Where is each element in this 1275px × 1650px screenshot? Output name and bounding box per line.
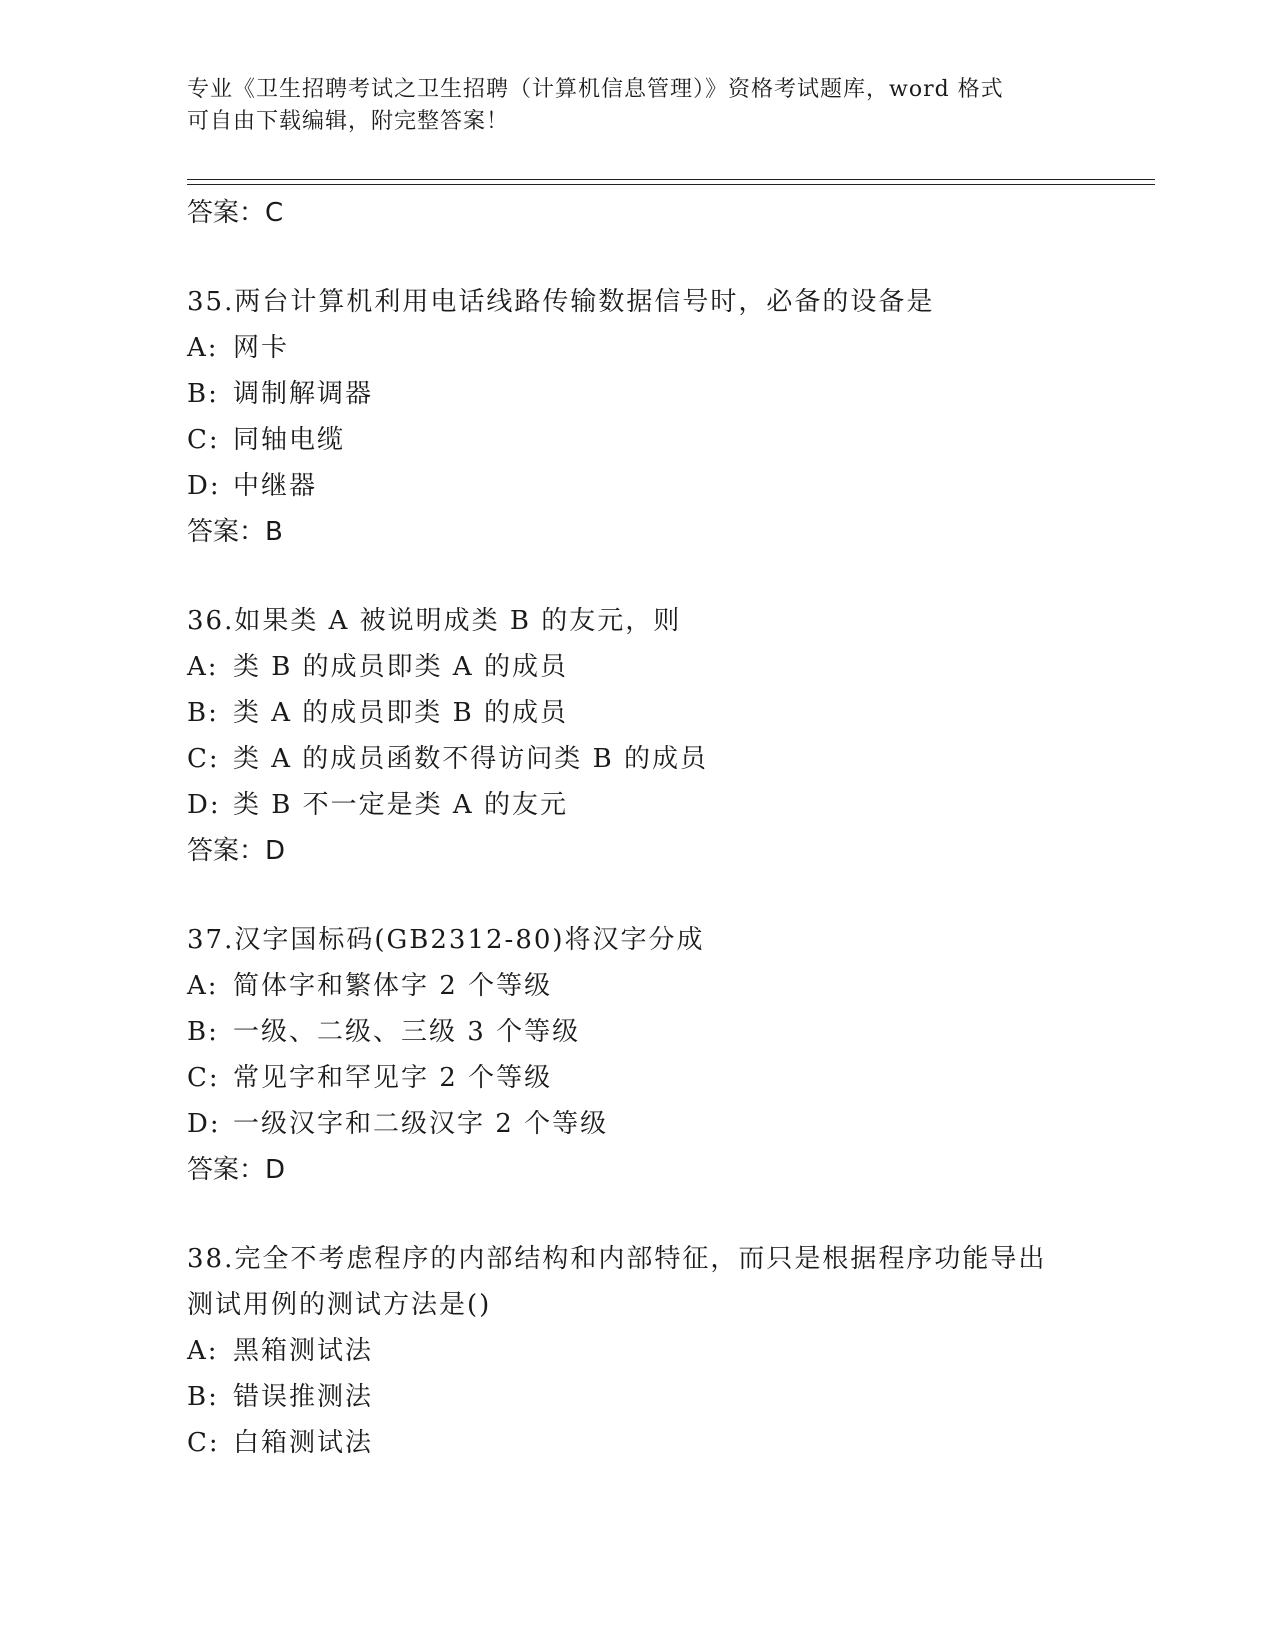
question-text: 36.如果类 A 被说明成类 B 的友元，则	[187, 606, 682, 636]
option-c	[187, 1420, 1147, 1466]
option-letter: B:	[187, 1382, 219, 1412]
option-b	[187, 1009, 1147, 1055]
option-a	[187, 963, 1147, 1009]
option-letter: A:	[187, 971, 219, 1001]
option-letter: C:	[187, 1428, 220, 1458]
option-a	[187, 644, 1147, 690]
option-text: 一级汉字和二级汉字 2 个等级	[233, 1109, 609, 1139]
question-list	[187, 190, 1147, 1466]
option-letter: A:	[187, 652, 219, 682]
question-37	[187, 917, 1147, 1193]
option-text: 常见字和罕见字 2 个等级	[233, 1063, 553, 1093]
option-b	[187, 690, 1147, 736]
option-text: 错误推测法	[233, 1382, 374, 1412]
option-letter: D:	[187, 790, 221, 820]
question-35	[187, 279, 1147, 555]
question-text: 35.两台计算机利用电话线路传输数据信号时，必备的设备是	[187, 287, 935, 317]
option-text: 一级、二级、三级 3 个等级	[233, 1017, 581, 1047]
option-a	[187, 325, 1147, 371]
option-letter: D:	[187, 471, 221, 501]
option-a	[187, 1328, 1147, 1374]
option-text: 中继器	[233, 471, 318, 501]
option-text: 类 B 不一定是类 A 的友元	[233, 790, 568, 820]
answer-line: 答案：D	[187, 1155, 286, 1185]
question-text: 37.汉字国标码(GB2312-80)将汉字分成	[187, 925, 705, 955]
option-b	[187, 1374, 1147, 1420]
option-letter: B:	[187, 698, 219, 728]
question-text-continued: 测试用例的测试方法是()	[187, 1290, 492, 1320]
answer-line: 答案：C	[187, 198, 284, 228]
option-letter: D:	[187, 1109, 221, 1139]
option-text: 白箱测试法	[233, 1428, 374, 1458]
option-letter: C:	[187, 425, 220, 455]
option-letter: B:	[187, 1017, 219, 1047]
option-d	[187, 1101, 1147, 1147]
question-text: 38.完全不考虑程序的内部结构和内部特征，而只是根据程序功能导出	[187, 1244, 1047, 1274]
option-d	[187, 782, 1147, 828]
question-38	[187, 1236, 1147, 1466]
header-line-1: 专业《卫生招聘考试之卫生招聘（计算机信息管理）》资格考试题库，word 格式	[187, 77, 1004, 102]
option-text: 调制解调器	[233, 379, 374, 409]
header-divider-top	[187, 179, 1155, 180]
option-text: 同轴电缆	[233, 425, 346, 455]
answer-line: 答案：D	[187, 836, 286, 866]
option-d	[187, 463, 1147, 509]
option-c	[187, 736, 1147, 782]
header-line-2: 可自由下载编辑，附完整答案！	[187, 109, 510, 134]
answer-line: 答案：B	[187, 517, 283, 547]
option-text: 类 A 的成员函数不得访问类 B 的成员	[233, 744, 708, 774]
document-header	[187, 74, 1067, 138]
option-text: 简体字和繁体字 2 个等级	[233, 971, 553, 1001]
option-c	[187, 417, 1147, 463]
option-letter: A:	[187, 1336, 219, 1366]
option-text: 网卡	[233, 333, 290, 363]
option-c	[187, 1055, 1147, 1101]
option-letter: A:	[187, 333, 219, 363]
option-b	[187, 371, 1147, 417]
option-letter: B:	[187, 379, 219, 409]
option-text: 类 A 的成员即类 B 的成员	[233, 698, 568, 728]
option-letter: C:	[187, 1063, 220, 1093]
option-text: 黑箱测试法	[233, 1336, 374, 1366]
question-36	[187, 598, 1147, 874]
header-divider-bottom	[187, 184, 1155, 185]
option-text: 类 B 的成员即类 A 的成员	[233, 652, 568, 682]
option-letter: C:	[187, 744, 220, 774]
